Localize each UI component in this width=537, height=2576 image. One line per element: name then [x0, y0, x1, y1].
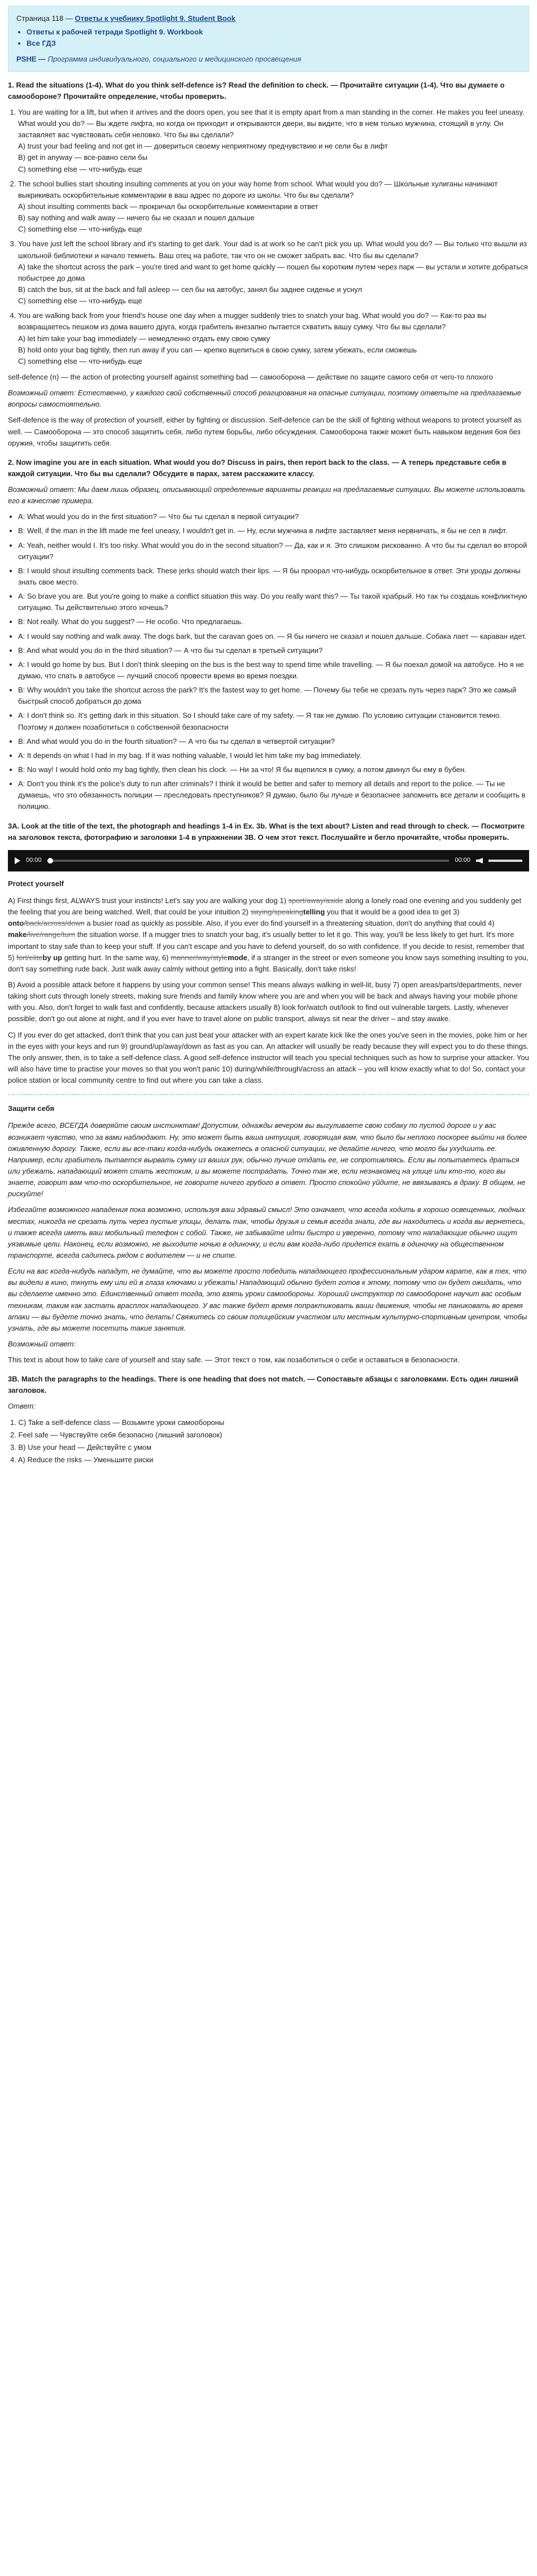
answer-item: 2. Feel safe — Чувствуйте себя безопасно (лишний заголовок)	[10, 1430, 222, 1439]
divider	[8, 1094, 529, 1095]
paragraph-b: B) Avoid a possible attack before it happens by using your common sense! This means always walking in well-lit, busy 7) open areas/parts/departments, never taking short cuts through lonely streets, making sure friends and family know where you are and when you will be back and always having your mobile phone with you. Also, don't forget to walk fast and confidently, because attackers usually 8) look for/watch out/look to find out vulnerable targets. Lastly, whenever possible, don't go out alone at night, and if you ever have to travel alone on public transport, always sit near the driver – and stay awake.	[8, 980, 522, 1023]
task3b-answers	[8, 1417, 529, 1466]
task3b-answer-label: Ответ:	[8, 1402, 36, 1411]
audio-progress-slider[interactable]	[47, 860, 449, 862]
dialogue-line: • B: Why wouldn't you take the shortcut across the park? It's the fastest way to get home. — Почему бы тебе не срезать путь через парк? Это же самый быстрый способ добраться до дома	[18, 685, 529, 707]
header-links	[16, 27, 521, 49]
dialogue-line: • A: It depends on what I had in my bag. If it was nothing valuable, I would let him take my bag immediately.	[18, 750, 529, 761]
task3b-title: 3B. Match the paragraphs to the headings. There is one heading that does not match. — Сопоставьте абзацы с заголовками. Есть один лишний заголовок.	[8, 1375, 519, 1395]
audio-player	[8, 850, 529, 871]
dialogue-line: • A: I would say nothing and walk away. The dogs bark, but the caravan goes on. — Я бы ничего не сказал и пошел дальше. Собака лает — караван идет.	[18, 631, 529, 642]
text-title: Protect yourself	[8, 879, 64, 888]
translation-p1: Прежде всего, ВСЕГДА доверяйте своим инстинктам! Допустим, однажды вечером вы выгуливаете свою собаку по пустой дороге и у вас возникает чувство, что за вами наблюдают. Ну, это может быть ваша интуиция, говорящая вам, что было бы неплохо поскорее выйти на более оживленную дорогу. Также, если вы все-таки когда-нибудь окажетесь в опасной ситуации, не делайте ничего, что могло бы ухудшить ее. Например, если грабитель пытается вырвать сумку из ваших рук, обычно лучше отдать ее, не сопротивляясь. Если вы попытаетесь драться или убежать, нападающий может стать жестоким, и вы можете пострадать. Точно так же, если незнакомец на улице или кто-то, кого вы знаете, говорит вам что-то оскорбительное, не говорите ничего грубого в ответ. Просто спокойно уйдите, не ввязываясь в драку. В общем, не рискуйте!	[8, 1121, 527, 1198]
task3a-title: 3A. Look at the title of the text, the photograph and headings 1-4 in Ex. 3b. What is the text about? Listen and read through to check. — Посмотрите на заголовок текста, фотографию и заголовки 1-4 в упражнении 3B. О чем этот текст. Послушайте и бегло прочитайте, чтобы проверить.	[8, 821, 525, 842]
dialogue-line: • B: I would shout insulting comments back. These jerks should watch their lips. — Я бы проорал что-нибудь оскорбительное в ответ. Эти уроды должны знать свое место.	[18, 565, 529, 588]
definition: self-defence (n) — the action of protecting yourself against something bad — самооборона — действие по защите самого себя от чего-то плохого	[8, 372, 493, 381]
dialogue-line: • A: I would go home by bus. But I don't think sleeping on the bus is the best way to spend time while travelling. — Я бы поехал домой на автобусе. Но я не думаю, что спать в автобусе — лучший способ провести время во время поездки.	[18, 659, 529, 682]
paragraph-c: C) If you ever do get attacked, don't think that you can just beat your attacker with an expert karate kick like the ones you've seen in the movies, poke him or her in the eyes with your keys and run 9) ground/up/away/down as fast as you can. An attacker will usually be ready because they will expect you to do these things. The only answer, then, is to take a self-defence class. A good self-defence instructor will teach you special techniques such as how to surprise your attacker. You will also have time to practise your moves so that you won't panic 10) during/while/through/across an attack – you will know exactly what to do! So, contact your police station or local community centre to find out where you can take a class.	[8, 1030, 529, 1085]
play-icon[interactable]	[15, 857, 20, 864]
dialogue-line: • A: Yeah, neither would I. It's too risky. What would you do in the second situation? — Да, как и я. Это слишком рискованно. А что бы ты сделал во второй ситуации?	[18, 540, 529, 563]
answer-label: Возможный ответ:	[8, 1339, 76, 1348]
translation-title: Защити себя	[8, 1104, 55, 1113]
possible-answer: Возможный ответ: Естественно, у каждого свой собственный способ реагирования на опасные ситуации, поэтому ответьте на предлагаемые вопросы самостоятельно.	[8, 389, 521, 409]
translation-p3: Если на вас когда-нибудь нападут, не думайте, что вы можете просто победить нападающего профессиональным ударом карате, как в тех, что вы видели в кино, ткнуть ему или ей в глаза ключами и убежать! Нападающий обычно будет готов к этому, потому что он будет ожидать, что вы сделаете именно это. Единственный ответ тогда, это взять уроки самообороны. Хороший инструктор по самообороне научит вас особым техникам, таким как застать врасплох нападающего. У вас также будет время попрактиковать ваши движения, чтобы не паниковать во время атаки — вы будете точно знать, что делать! Свяжитесь со своим полицейским участком или местным культурно-спортивным центром, чтобы узнать, где вы можете посетить такие занятия.	[8, 1267, 527, 1332]
audio-time-left: 00:00	[26, 857, 42, 864]
audio-time-right: 00:00	[455, 857, 470, 864]
pshe-line: PSHE — Программа индивидуального, социального и медицинского просвещения	[16, 55, 302, 64]
dialogue-line: • B: Not really. What do you suggest? — Не особо. Что предлагаешь.	[18, 616, 529, 627]
student-book-link[interactable]: Ответы к учебнику Spotlight 9. Student Book	[75, 14, 235, 23]
answer-item: 1. C) Take a self-defence class — Возьмите уроки самообороны	[10, 1418, 225, 1427]
dialogue-line: • A: I don't think so. It's getting dark in this situation. So I should take care of my safety. — Я так не думаю. По условию ситуации становится темно. Поэтому я должен позаботиться о собственной безопасности	[18, 710, 529, 733]
dialogue-line: • A: So brave you are. But you're going to make a conflict situation this way. Do you really want this? — Ты такой храбрый. Но так ты создашь конфликтную ситуацию. Ты действительно этого хочешь?	[18, 591, 529, 613]
paragraph-a: A) First things first, ALWAYS trust your instincts! Let's say you are walking your dog 1) sport/away/aside along a lonely road one evening and you suddenly get the feeling that you are being watched. Well, that could be your intuition 2) saying/speakingtelling you that it would be a good idea to get 3) onto/back/across/down a busier road as quickly as possible. Also, if you ever do find yourself in a threatening situation, don't do anything that could 4) make/live/range/turn the situation worse. If a mugger tries to snatch your bag, it's usually better to let it go. This way, you'll be less likely to get hurt. It's more important to stay safe than to keep your stuff. If you can't escape and you have to defend yourself, do so with confidence. If you decide to resist, remember that 5) fort/eliteby up getting hurt. In the same way, 6) manner/way/stylemode, if a stranger in the street or even someone you know says something insulting to you, don't say something rude back. Just walk away calmly without getting into a fight. Basically, don't take risks!	[8, 896, 529, 973]
task2-title: 2. Now imagine you are in each situation. What would you do? Discuss in pairs, then report back to the class. — А теперь представьте себя в каждой ситуации. Что бы вы сделали? Обсудите в парах, затем расскажите классу.	[8, 457, 507, 478]
answer-item: 3. B) Use your head — Действуйте с умом	[10, 1442, 152, 1452]
situation-item: 3. You have just left the school library and it's starting to get dark. Your dad is at work so he can't pick you up. What would you do? — Вы только что вышли из школьной библиотеки и начало темнеть. Ваш отец на работе, так что он не сможет забрать вас. Что бы вы сделали? A) take the shortcut across the park – you're tired and want to get home quickly — пошел бы коротким путем через парк — вы устали и хотите добраться побыстрее до дома B) catch the bus, sit at the back and fall asleep — сел бы на автобус, занял бы заднее сиденье и уснул C) something else — что-нибудь еще	[18, 238, 529, 307]
dialogue-line: • B: And what would you do in the third situation? — А что бы ты сделал в третьей ситуации?	[18, 645, 529, 656]
header-prefix: Страница 118 —	[16, 14, 75, 23]
volume-icon[interactable]	[476, 858, 483, 864]
task1-title: 1. Read the situations (1-4). What do you think self-defence is? Read the definition to check. — Прочитайте ситуации (1-4). Что вы думаете о самообороне? Прочитайте определение, чтобы проверить.	[8, 80, 505, 101]
answer-item: 4. A) Reduce the risks — Уменьшите риски	[10, 1455, 154, 1464]
dialogue-line: • B: No way! I would hold onto my bag tightly, then clean his clock. — Ни за что! Я бы вцепился в сумку, а потом двинул бы ему в бубен.	[18, 764, 529, 775]
dialogue-line: • B: Well, if the man in the lift made me feel uneasy, I wouldn't get in. — Ну, если мужчина в лифте заставляет меня нервничать, я бы не сел в лифт.	[18, 525, 529, 537]
all-gdz-link[interactable]: • Все ГДЗ	[27, 38, 521, 49]
volume-slider[interactable]	[488, 860, 522, 862]
task2-intro: Возможный ответ: Мы даем лишь образец, описывающий определенные варианты реакции на предлагаемые ситуации. Вы можете использовать его в качестве примера.	[8, 485, 526, 505]
extra-text: Self-defence is the way of protection of yourself, either by fighting or discussion. Self-defence can be the skill of fighting without weapons to protect yourself as well. — Самооборона — это способ защитить себя, либо путем борьбы, либо обсуждения. Самооборона также может быть навыком ведения боя без оружия, чтобы защитить себя.	[8, 416, 522, 447]
dialogue-line: • A: Don't you think it's the police's duty to run after criminals? I think it would be better and safer to memory all details and report to the police. — Ты не думаешь, что это обязанность полиции — преследовать преступников? Я думаю, было бы лучше и безопаснее запомнить все детали и сообщить в полицию.	[18, 778, 529, 812]
dialogue-line: • A: What would you do in the first situation? — Что бы ты сделал в первой ситуации?	[18, 511, 529, 522]
translation-p2: Избегайте возможного нападения пока возможно, используя ваш здравый смысл! Это означает, что всегда ходить в хорошо освещенных, людных местах, никогда не срезать путь через пустые улицы, делать так, чтобы друзья и семья всегда знали, где вы находитесь и когда вы вернетесь, и также всегда иметь ваш мобильный телефон с собой. Также, не забывайте идти быстро и уверенно, потому что нападающие обычно ищут уязвимые цели. Наконец, если возможно, не выходите ночью в одиночку, и если вам когда-либо придется ехать в одиночку на общественном транспорте, всегда садитесь рядом с водителем — и не спите.	[8, 1205, 526, 1259]
answer-text: This text is about how to take care of yourself and stay safe. — Этот текст о том, как позаботиться о себе и оставаться в безопасности.	[8, 1355, 460, 1365]
workbook-link[interactable]: • Ответы к рабочей тетради Spotlight 9. Workbook	[27, 27, 521, 38]
header-box	[8, 6, 529, 72]
situation-item: 1. You are waiting for a lift, but when it arrives and the doors open, you see that it is empty apart from a man standing in the corner. He makes you feel uneasy. What would you do? — Вы ждете лифта, но когда он приходит и открываются двери, вы видите, что в нем только мужчина, стоящий в углу. Он заставляет вас чувствовать себя неловко. Что бы вы сделали? A) trust your bad feeling and not get in — довериться своему неприятному предчувствию и не сели бы в лифт B) get in anyway — все-равно сели бы C) something else — что-нибудь еще	[18, 107, 529, 175]
situation-item: 4. You are walking back from your friend's house one day when a mugger suddenly tries to snatch your bag. What would you do? — Как-то раз вы возвращаетесь пешком из дома вашего друга, когда грабитель внезапно пытается схватить вашу сумку. Что бы вы сделали? A) let him take your bag immediately — немедленно отдать ему свою сумку B) hold onto your bag tightly, then run away if you can — крепко вцепиться в свою сумку, затем убежать, если сможешь C) something else — что-нибудь еще	[18, 310, 529, 367]
dialogue-list	[8, 511, 529, 812]
dialogue-line: • B: And what would you do in the fourth situation? — А что бы ты сделал в четвертой ситуации?	[18, 736, 529, 747]
header-line	[16, 13, 521, 24]
situation-item: 2. The school bullies start shouting insulting comments at you on your way home from school. What would you do? — Школьные хулиганы начинают выкрикивать оскорбительные комментарии в ваш адрес по дороге из школы. Что бы вы сделали? A) shout insulting comments back — прокричал бы оскорбительные комментарии в ответ B) say nothing and walk away — ничего бы не сказал и пошел дальше C) something else — что-нибудь еще	[18, 178, 529, 236]
situations-list	[8, 107, 529, 367]
